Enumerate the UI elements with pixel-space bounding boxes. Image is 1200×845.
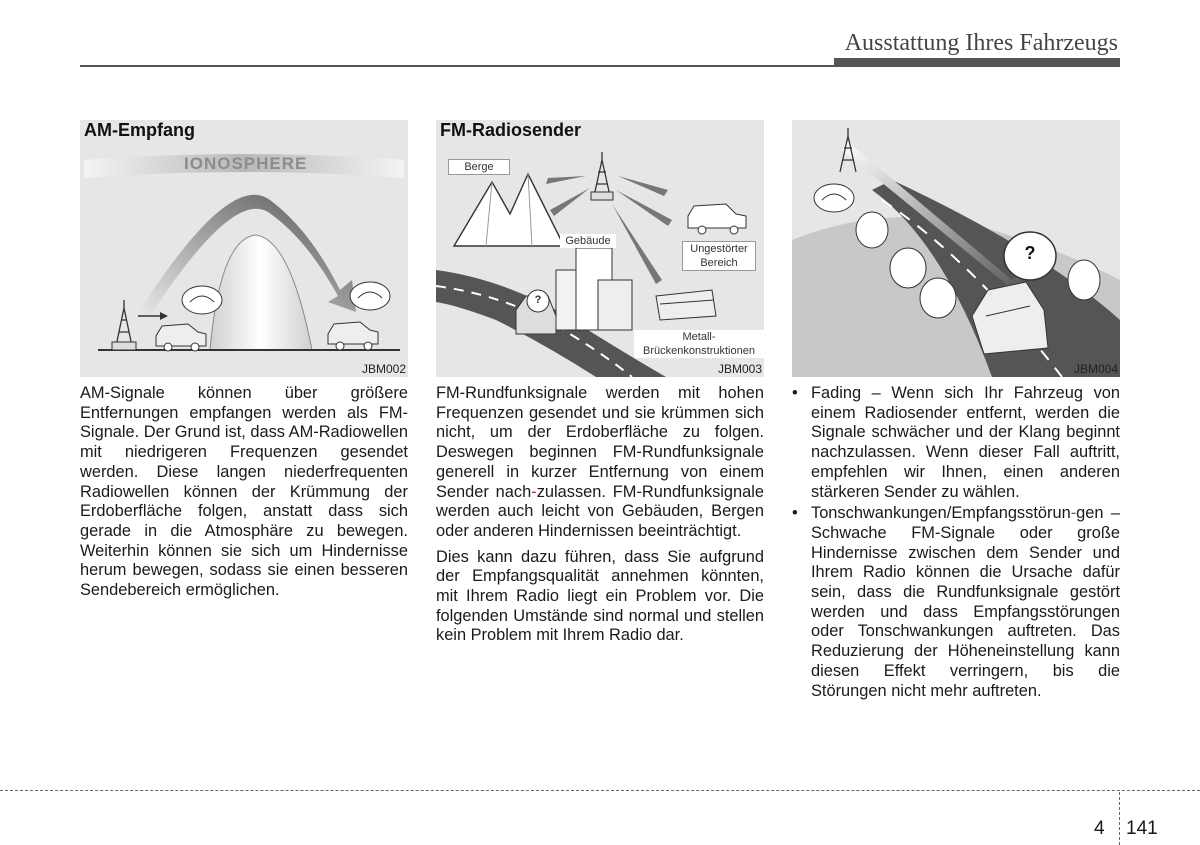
figure-code: JBM003 [717,362,762,376]
list-item-text [811,504,1120,699]
label-berge: Berge [448,159,510,175]
am-description [80,384,408,607]
page-divider [1119,792,1120,845]
text-span: Tonschwankungen/Empfangsstörun [811,504,1071,523]
text-span: FM-Rundfunksignale werden mit hohen Frequenzen gesendet und sie krümmen sich nicht, um der Erdoberfläche zu folgen. Deswegen beginnen FM-Rundfunksignale generell in kurzer Entfernung von einem Sender nach [436,384,764,501]
paragraph [436,384,764,542]
bullet: • [792,504,798,523]
am-figure-title: AM-Empfang [84,120,195,140]
paragraph: Dies kann dazu führen, dass Sie aufgrund der Empfangsqualität annehmen könnten, mit Ihrem Radio liegt ein Problem vor. Die folgenden Umstände sind normal und stellen kein Problem mit Ihrem Radio dar. [436,547,764,645]
chapter-number: 4 [1094,818,1105,839]
fading-figure [792,120,1120,377]
question-mark: ? [1024,243,1036,263]
text-span: gen – Schwache FM-Signale oder große Hindernisse zwischen dem Sender und Ihrem Radio können die Ursache dafür sein, dass die Rundfunksignale gestört werden und dass Empfangsstörungen oder Tonschwankungen auftreten. Das Reduzierung der Höheneinstellung kann diesen Effekt verringern, bis die Störungen nicht mehr auftreten. [811,504,1120,700]
reception-issues-list [792,384,1120,703]
am-reception-figure [80,120,408,377]
label-metall-line2: Brückenkonstruktionen [643,345,755,357]
question-mark: ? [534,294,542,306]
fm-figure-title: FM-Radiosender [440,120,582,140]
section-title: Ausstattung Ihres Fahrzeugs [844,30,1118,56]
list-item-text: Fading – Wenn sich Ihr Fahrzeug von einem Radiosender entfernt, werden die Signale schwächer und der Klang beginnt nachzulassen. Wenn dieser Fall auftritt, empfehlen wir Ihnen, einen anderen stärkeren Sender zu wählen. [811,384,1120,501]
list-item [792,504,1120,701]
label-ungestoert-line2: Bereich [700,257,738,269]
fm-transmitter-figure [436,120,764,377]
label-ungestoert-line1: Ungestörter [690,243,748,255]
figure-code: JBM002 [361,362,406,376]
list-item [792,384,1120,502]
header-rule [80,65,1120,67]
label-gebaeude: Gebäude [560,234,616,248]
fm-description [436,384,764,652]
label-metall-line1: Metall- [682,331,716,343]
fading-illustration [792,120,1120,377]
footer-rule [0,790,1200,791]
label-ungestoert [682,241,756,271]
paragraph: AM-Signale können über größere Entfernungen empfangen werden als FM-Signale. Der Grund ist, dass AM-Radiowellen mit niedrigeren Frequenzen gesendet werden. Diese langen niederfrequenten Radiowellen können der Krümmung der Erdoberfläche folgen, anstatt dass sich gerade in die Atmosphäre zu bewegen. Weiterhin können sie sich um Hindernisse herum bewegen, sodass sie einen besseren Sendebereich ermöglichen. [80,384,408,600]
text-span: zulassen. FM-Rundfunksignale werden auch leicht von Gebäuden, Bergen oder anderen Hindernissen beeinträchtigt. [436,482,765,540]
label-metall [634,330,764,358]
bullet: • [792,384,798,402]
page-number: 141 [1126,818,1158,839]
ionosphere-label: IONOSPHERE [184,154,308,173]
figure-code: JBM004 [1073,362,1118,376]
hyphen: - [531,482,537,501]
hyphen: - [1070,504,1077,523]
